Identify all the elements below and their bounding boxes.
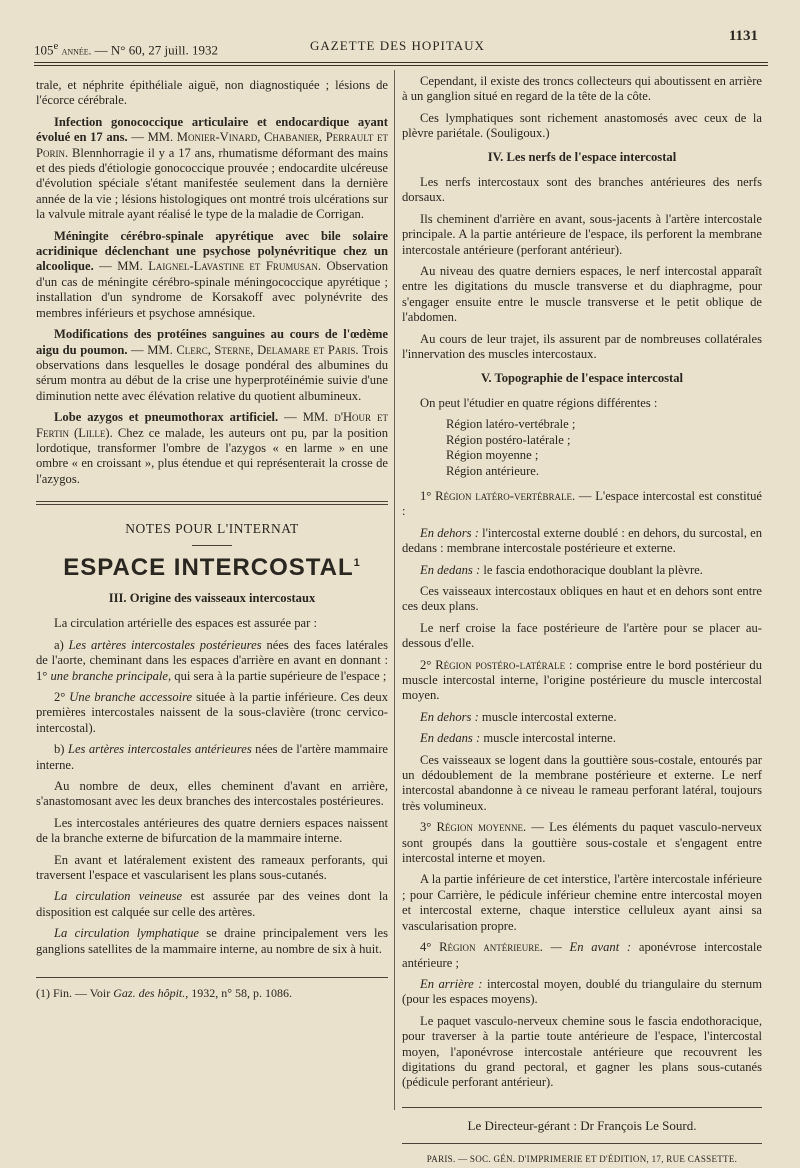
paragraph: La circulation lymphatique se draine principalement vers les ganglions satellites de la mammaire interne, au nombre de six à huit. [36,926,389,956]
column-divider [394,70,395,1110]
paragraph: A la partie inférieure de cet interstice, l'artère intercostale inférieure ; pour Carrière, le pédicule inférieur chemine entre intercostal moyen et intercostal externe, chaque interstice celluleux ayant ainsi sa vascularisation propre. [402,872,762,933]
printer-imprint: PARIS. — SOC. GÉN. D'IMPRIMERIE ET D'ÉDITION, 17, RUE CASSETTE. [426,1154,738,1165]
article-1-body: Blennhorragie il y a 17 ans, rhumatisme déformant des mains et des pieds d'étiologie gonococcique prouvée ; endocardite ulcéreuse d'évolution spéciale s'étant manifestée seulement dans la dernière année de la vie ; lésions histologiques ont montré trois ulcérations sur la valvule mitrale ayant réalisé le type de la maladie de Corrigan. [36,145,388,222]
article-4-title: Lobe azygos et pneumothorax artificiel. [54,410,279,425]
article-2-authors: — MM. Laignel-Lavastine et Frumusan. [93,259,321,274]
paragraph: 3° Région moyenne. — Les éléments du paquet vasculo-nerveux sont groupés dans la gouttière sous-costale et s'engagent entre intercostal interne et moyen. [402,820,762,866]
paragraph: Ces vaisseaux se logent dans la gouttière sous-costale, entourés par un dédoublement de la membrane postérieure et externe. Le nerf intercostal abandonne à ce niveau le rameau perforant latéral, toujours très volumineux. [402,752,762,813]
section-4-heading: IV. Les nerfs de l'espace intercostal [487,149,677,164]
article-3 [36,327,388,404]
article-3-authors: — MM. Clerc, Sterne, Delamare et Paris. [127,342,359,357]
paragraph: Au nombre de deux, elles cheminent d'avant en arrière, s'anastomosant avec les deux branches des intercostales postérieures. [36,779,388,809]
footnote-rule [36,977,388,978]
paragraph: La circulation veineuse est assurée par des veines dont la disposition est calquée sur celle des artères. [36,889,388,919]
paragraph: Au cours de leur trajet, ils assurent par de nombreuses collatérales l'innervation des muscles intercostaux. [402,331,762,362]
article-1-authors: — MM. Monier-Vinard, Chabanier, Perrault et Porin. [36,130,388,160]
region-item: Région latéro-vertébrale ; [446,417,576,432]
header-rule [34,62,768,66]
article-4 [36,410,388,487]
region-item: Région postéro-latérale ; [446,432,571,447]
paragraph: a) Les artères intercostales postérieures nées des faces latérales de l'aorte, cheminant dans les espaces d'arrière en avant en donnant : 1° une branche principale, qui sera à la partie supérieure de l'espace ; [36,637,388,683]
paragraph: 4° Région antérieure. — En avant : aponévrose intercostale antérieure ; [402,940,762,970]
signature-rule [402,1107,762,1108]
region-list [402,417,762,479]
article-1 [36,115,388,223]
paragraph: Le paquet vasculo-nerveux chemine sous le fascia endothoracique, pour traverser à la partie toute antérieure de l'espace, l'intercostal moyen, l'aponévrose intercostale antérieure que recouvrent les digitations du grand pectoral, et gagner les plans sous-cutanés (pédicule perforant antérieur). [402,1013,762,1090]
printer-rule [402,1143,762,1144]
article-2-body: Observation d'un cas de méningite cérébro-spinale méningococcique apyrétique ; installation d'un syndrome de Korsakoff avec polynévrite des membres inférieurs et psychose amnésique. [36,259,388,320]
intro-text: trale, et néphrite épithéliale aiguë, non diagnostiquée ; lésions de l'écorce cérébrale. [36,78,388,108]
article-3-body: Trois observations dans lesquelles le dosage pondéral des albumines du sérum montra au début de la crise une hyperprotéinémie suivie d'une diminution nette avec élévation relative du quotient albumineux. [36,342,388,403]
paragraph: Cependant, il existe des troncs collecteurs qui aboutissent en arrière à un ganglion situé en regard de la tête de la côte. [402,74,762,104]
paragraph: Les intercostales antérieures des quatre derniers espaces naissent de la branche externe de bifurcation de la mammaire interne. [36,815,388,846]
paragraph: b) Les artères intercostales antérieures nées de l'artère mammaire interne. [36,742,389,772]
paragraph: Les nerfs intercostaux sont des branches antérieures des nerfs dorsaux. [402,175,762,205]
paragraph: 2° Région postéro-latérale : comprise entre le bord postérieur du muscle intercostal interne, l'origine postérieure du muscle intercostal moyen. [402,657,762,703]
article-2-title: Méningite cérébro-spinale apyrétique avec bile solaire acridinique déclenchant une psychose polynévritique chez un alcoolique. [36,228,388,274]
article-4-authors: — MM. d'Hour et Fertin (Lille). [36,410,389,440]
paragraph: On peut l'étudier en quatre régions différentes : [420,395,658,410]
paragraph: 2° Une branche accessoire située à la partie inférieure. Ces deux premières intercostales naissent de la sous-clavière (tronc cervico-intercostal). [36,690,388,735]
short-rule [192,545,232,546]
paragraph: En avant et latéralement existent des rameaux perforants, qui traversent l'espace et vascularisent les plans sous-cutanés. [36,852,388,883]
region-item: Région antérieure. [446,463,540,478]
page-number: 1131 [728,28,758,44]
article-3-title: Modifications des protéines sanguines au cours de l'œdème aigu du poumon. [36,327,388,357]
left-column [36,78,388,1002]
journal-title: GAZETTE DES HOPITAUX [310,38,485,53]
page-header [34,28,758,58]
section-3-heading: III. Origine des vaisseaux intercostaux [108,590,316,605]
article-1-title: Infection gonococcique articulaire et endocardique ayant évolué en 17 ans. [36,114,388,145]
section-rule-top [36,501,388,502]
article-2 [36,229,388,321]
paragraph: Au niveau des quatre derniers espaces, le nerf intercostal apparaît entre les digitations du muscle transverse et du diaphragme, pour s'engager ensuite entre le muscle transverse et le petit oblique de l'abdomen. [402,264,762,325]
section-rule-bottom [36,504,388,505]
main-title: ESPACE INTERCOSTAL$^1$ [63,553,361,581]
paragraph: 1° Région latéro-vertébrale. — L'espace intercostal est constitué : [402,488,763,519]
paragraph: Ils cheminent d'arrière en avant, sous-jacents à l'artère intercostale principale. A la partie antérieure de l'espace, ils perforent la membrane intercostale antérieure (perforant antérieur). [402,211,762,257]
region-item: Région moyenne ; [446,448,539,463]
paragraph: En dehors : l'intercostal externe doublé : en dehors, du surcostal, en dedans : membrane intercostale postérieure et externe. [402,525,762,556]
paragraph: En dehors : muscle intercostal externe. [420,709,617,724]
paragraph: En dedans : le fascia endothoracique doublant la plèvre. [420,562,703,577]
section-5-heading: V. Topographie de l'espace intercostal [480,370,684,385]
right-column [402,74,762,1168]
paragraph: La circulation artérielle des espaces est assurée par : [54,616,317,631]
issue-info: 105e année. — N° 60, 27 juill. 1932 [34,40,218,58]
paragraph: Le nerf croise la face postérieure de l'artère pour se placer au-dessous d'elle. [402,620,762,651]
director-signature: Le Directeur-gérant : Dr François Le Sourd. [467,1117,697,1133]
paragraph: En dedans : muscle intercostal interne. [420,731,616,746]
paragraph: Ces lymphatiques sont richement anastomosés avec ceux de la plèvre pariétale. (Souligoux.) [402,110,762,141]
notes-heading: NOTES POUR L'INTERNAT [125,521,299,537]
paragraph: En arrière : intercostal moyen, doublé du triangulaire du sternum (pour les espaces moyens). [402,976,762,1007]
paragraph: Ces vaisseaux intercostaux obliques en haut et en dehors sont entre ces deux plans. [402,583,762,614]
article-4-body: Chez ce malade, les auteurs ont pu, par la position lordotique, transformer l'ombre de l'azygos « en larme » en une ombre « en croissant », plus étendue et qui représenterait la crosse de l'azygos. [36,425,388,486]
footnote: (1) Fin. — Voir Gaz. des hôpit., 1932, n° 58, p. 1086. [36,986,293,1001]
